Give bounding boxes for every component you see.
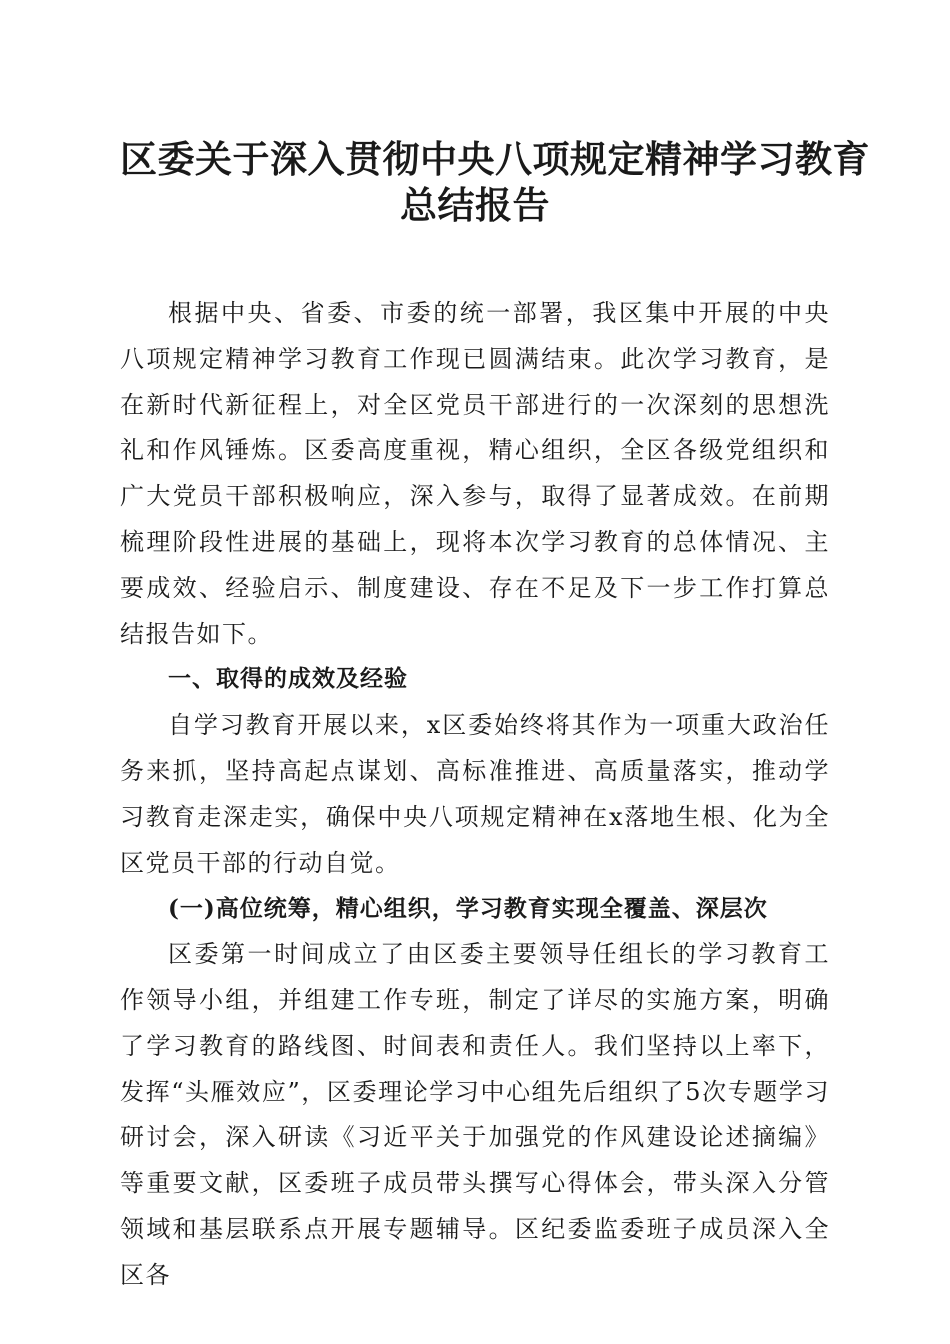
section-1-paragraph: 自学习教育开展以来，x区委始终将其作为一项重大政治任务来抓，坚持高起点谋划、高标准推进、高质量落实，推动学习教育走深走实，确保中央八项规定精神在x落地生根、化为全区党员干部的行动自觉。 [120, 711, 830, 877]
subsection-heading-1: (一)高位统筹，精心组织，学习教育实现全覆盖、深层次 [168, 895, 768, 923]
document-title [120, 136, 870, 228]
title-line-2: 总结报告 [400, 183, 550, 227]
section-heading-1: 一、取得的成效及经验 [168, 666, 408, 693]
title-line-1: 区委关于深入贯彻中央八项规定精神学习教育 [120, 137, 870, 181]
document-body [120, 291, 830, 1299]
document-page [120, 136, 870, 1299]
subsection-1-paragraph: 区委第一时间成立了由区委主要领导任组长的学习教育工作领导小组，并组建工作专班，制定了详尽的实施方案，明确了学习教育的路线图、时间表和责任人。我们坚持以上率下，发挥“头雁效应”，区委理论学习中心组先后组织了5次专题学习研讨会，深入研读《习近平关于加强党的作风建设论述摘编》等重要文献，区委班子成员带头撰写心得体会，带头深入分管领域和基层联系点开展专题辅导。区纪委监委班子成员深入全区各 [120, 940, 830, 1289]
intro-paragraph: 根据中央、省委、市委的统一部署，我区集中开展的中央八项规定精神学习教育工作现已圆满结束。此次学习教育，是在新时代新征程上，对全区党员干部进行的一次深刻的思想洗礼和作风锤炼。区委高度重视，精心组织，全区各级党组织和广大党员干部积极响应，深入参与，取得了显著成效。在前期梳理阶段性进展的基础上，现将本次学习教育的总体情况、主要成效、经验启示、制度建设、存在不足及下一步工作打算总结报告如下。 [120, 299, 830, 648]
